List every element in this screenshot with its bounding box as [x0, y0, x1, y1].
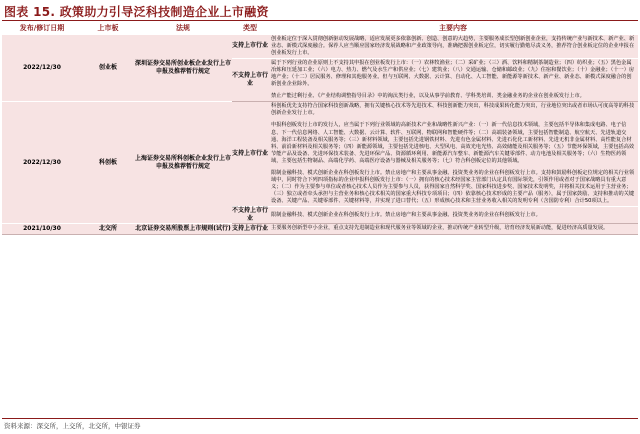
- content-paragraph: 创业板定位于深入贯彻创新驱动发展战略，适应发展更多依靠创新、创造、创意的大趋势，主要服务成长型创新创业企业，支持传统产业与新技术、新产业、新业态、新模式深度融合。保荐人应当顺应国家经济发展战略和产业政策导向，准确把握创业板定位，切实履行勤勉尽责义务，推荐符合创业板定位的企业申报在创业板发行上市。: [271, 35, 635, 56]
- row-content: [268, 34, 638, 58]
- row-date: 2022/12/30: [2, 34, 82, 102]
- row-type: 不支持上市行业: [232, 207, 269, 223]
- row-type: 支持上市行业: [232, 224, 268, 234]
- table-row: [2, 224, 638, 234]
- content-paragraph: 禁止产能过剩行业、《产业结构调整指导目录》中的淘汰类行业，以及从事学前教育、学科类培训、类金融业务的企业在创业板发行上市。: [271, 93, 585, 100]
- header-type: 类型: [232, 22, 268, 34]
- title-rule: [2, 20, 638, 21]
- row-content: [268, 102, 638, 207]
- row-content: [268, 207, 638, 224]
- header-board: 上市板: [82, 22, 134, 34]
- table-header-row: [2, 22, 638, 34]
- content-paragraph: 主要服务创新型中小企业，重点支持先进制造业和现代服务业等领域的企业，推动传统产业转型升级，培育经济发展新动能，促进经济高质量发展。: [271, 225, 609, 232]
- row-board: 科创板: [82, 102, 134, 224]
- header-date: 发布/修订日期: [2, 22, 82, 34]
- figure-title: 图表 15. 政策助力引导泛科技制造企业上市融资: [4, 5, 269, 19]
- row-date: 2022/12/30: [2, 102, 82, 224]
- content-paragraph: 限制金融科技、模式创新企业在科创板发行上市。禁止房地产和主要从事金融、投资类业务的企业在科创板发行上市。支持和鼓励科创板定位规定的相关行业领域中，同时符合下列四项指标的企业申报科创板发行上市：（一）拥有的核心技术经国家主管部门认定具有国际领先，引领作用或者对于国家战略具有重大意义；（二）作为主要参与单位或者核心技术人员作为主要参与人员，获得国家自然科学奖、国家科技进步奖、国家技术发明奖，并将相关技术运用于主营业务；（三）独立或者牵头承担与主营业务和核心技术相关的国家重大科技专项项目；（四）依靠核心技术形成的主要产品（服务），属于国家鼓励、支持和推动的关键设备、关键产品、关键零部件、关键材料等，并实现了进口替代；（五）形成核心技术和主营业务收入相关的发明专利（含国防专利）合计50项以上。: [271, 170, 635, 205]
- row-board: 创业板: [82, 34, 134, 102]
- content-paragraph: 申报科创板发行上市的发行人，应当属于下列行业领域的高新技术产业和战略性新兴产业：（一）新一代信息技术领域，主要包括半导体和集成电路、电子信息、下一代信息网络、人工智能、大数据、云计算、软件、互联网、物联网和智能硬件等；（二）高端装备领域，主要包括智能制造、航空航天、先进轨道交通、海洋工程装备及相关服务等；（三）新材料领域，主要包括先进钢铁材料、先进有色金属材料、先进石化化工新材料、先进无机非金属材料、高性能复合材料、前沿新材料及相关服务等；（四）新能源领域，主要包括先进核电、大型风电、高效光电光热、高效储能及相关服务等；（五）节能环保领域，主要包括高效节能产品及设备、先进环保技术装备、先进环保产品、资源循环利用、新能源汽车整车、新能源汽车关键零部件、动力电池及相关服务等；（六）生物医药领域，主要包括生物制品、高端化学药、高端医疗设备与器械及相关服务等；（七）符合科创板定位的其他领域。: [271, 122, 635, 164]
- source-note: 资料来源：深交所，上交所，北交所，中银证券: [4, 422, 141, 430]
- row-type: 支持上市行业: [232, 34, 268, 58]
- row-date: 2021/10/30: [2, 224, 82, 234]
- row-type: 不支持上市行业: [232, 58, 268, 101]
- row-law: 上海证券交易所科创板企业发行上市申报及推荐暂行规定: [134, 102, 232, 224]
- row-law: 北京证券交易所股票上市规则(试行): [134, 224, 232, 234]
- bottom-rule: [2, 418, 638, 419]
- content-paragraph: 科创板优先支持符合国家科技创新战略，拥有关键核心技术等先进技术、科技创新能力突出，科技成果转化能力突出，行业地位突出或者市场认可度高等的科技创新企业发行上市。: [271, 103, 635, 117]
- row-law: 深圳证券交易所创业板企业发行上市申报及推荐暂行规定: [134, 34, 232, 102]
- row-content: [268, 224, 638, 234]
- table-row: [2, 34, 638, 58]
- row-board: 北交所: [82, 224, 134, 234]
- table-row: [2, 102, 638, 207]
- header-content: 主要内容: [268, 22, 638, 34]
- content-paragraph: 限制金融科技、模式创新企业在科创板发行上市。禁止房地产和主要从事金融、投资类业务的企业在科创板发行上市。: [271, 211, 541, 218]
- header-law: 法规: [134, 22, 232, 34]
- row-type: 支持上市行业: [232, 102, 268, 207]
- row-content: [268, 58, 638, 101]
- content-paragraph: 属于下列行业的企业原则上不支持其申报在创业板发行上市：（一）农林牧渔业；（二）采矿业；（三）酒、饮料和精制茶制造业；（四）纺织业；（五）黑色金属冶炼和压延加工业；（六）电力、热力、燃气及水生产和供应业；（七）建筑业；（八）交通运输、仓储和邮政业；（九）住宿和餐饮业；（十）金融业；（十一）房地产业；（十二）居民服务、修理和其他服务业。但与互联网、大数据、云计算、自动化、人工智能、新能源等新技术、新产业、新业态、新模式深度融合的创新创业企业除外。: [271, 59, 635, 88]
- policy-table: [2, 22, 638, 235]
